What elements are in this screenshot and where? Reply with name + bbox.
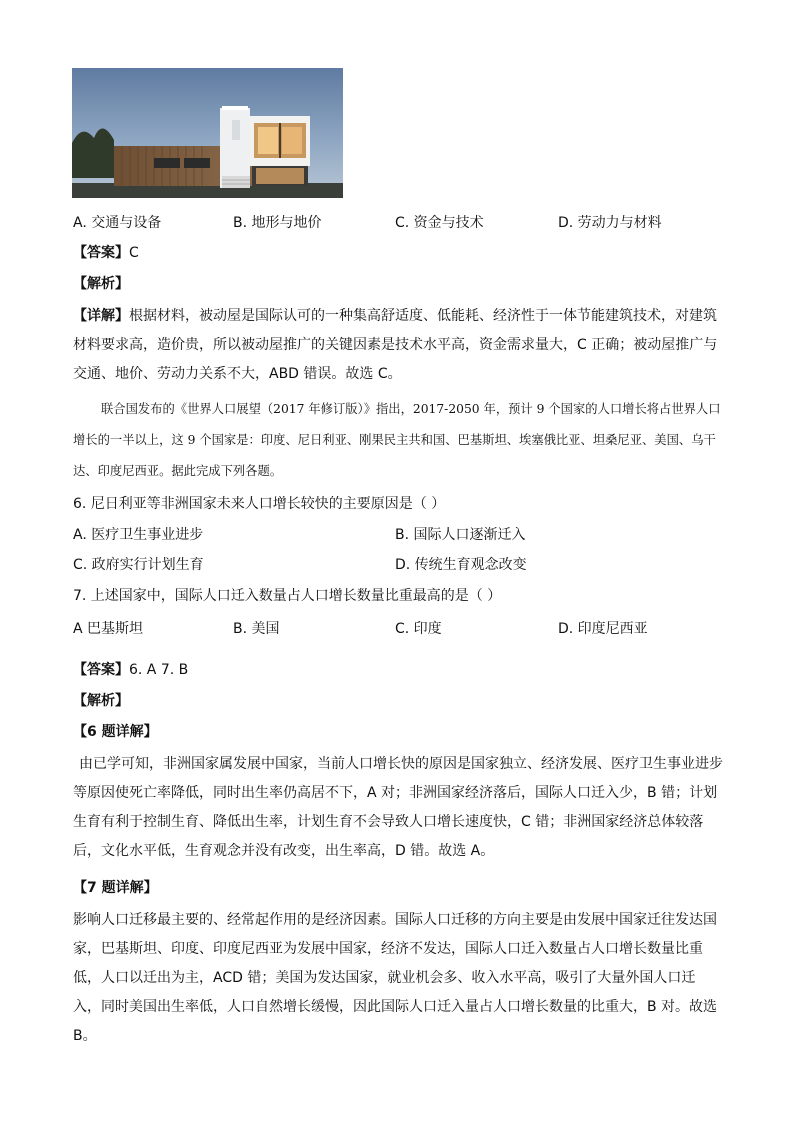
q5-option-d: D. 劳动力与材料: [558, 215, 662, 231]
q7-option-a: A 巴基斯坦: [73, 621, 144, 637]
q67-answer: [73, 660, 188, 680]
q6-option-b: B. 国际人口逐渐迁入: [395, 527, 526, 543]
q7-option-b: B. 美国: [233, 621, 280, 637]
answer-value: C: [129, 245, 139, 261]
q6-option-a: A. 医疗卫生事业进步: [73, 527, 204, 543]
q5-option-c: C. 资金与技术: [395, 215, 484, 231]
q5-option-b: B. 地形与地价: [233, 215, 322, 231]
q6-detail-text: 由已学可知，非洲国家属发展中国家，当前人口增长快的原因是国家独立、经济发展、医疗卫生事业进步等原因使死亡率降低，同时出生率仍高居不下，A 对；非洲国家经济落后，国际人口迁入少，B 错；计划生育有利于控制生育、降低出生率，计划生育不会导致人口增长速度快，C 错；非洲国家经济总体较落后，文化水平低，生育观念并没有改变，出生率高，D 错。故选 A。: [73, 756, 723, 859]
q5-answer: [73, 243, 139, 263]
q6-stem: 6. 尼日利亚等非洲国家未来人口增长较快的主要原因是（ ）: [73, 496, 446, 512]
q5-option-a: A. 交通与设备: [73, 215, 162, 231]
answer-label: 【答案】: [73, 245, 129, 261]
q6-option-c: C. 政府实行计划生育: [73, 557, 204, 573]
q7-option-d: D. 印度尼西亚: [558, 621, 648, 637]
q5-detail: [73, 302, 723, 389]
detail-label: 【详解】: [73, 308, 129, 324]
q7-stem: 7. 上述国家中，国际人口迁入数量占人口增长数量比重最高的是（ ）: [73, 588, 502, 604]
passive-house-photo: [72, 68, 343, 198]
answer-value: 6. A 7. B: [129, 662, 189, 678]
q5-analysis-label: 【解析】: [73, 276, 129, 292]
answer-label: 【答案】: [73, 662, 129, 678]
q7-option-c: C. 印度: [395, 621, 442, 637]
detail-text: 根据材料，被动屋是国际认可的一种集高舒适度、低能耗、经济性于一体节能建筑技术，对建筑材料要求高，造价贵，所以被动屋推广的关键因素是技术水平高，资金需求量大，C 正确；被动屋推广与交通、地价、劳动力关系不大，ABD 错误。故选 C。: [73, 308, 718, 382]
q6-option-d: D. 传统生育观念改变: [395, 557, 527, 573]
q7-detail-text: 影响人口迁移最主要的、经常起作用的是经济因素。国际人口迁移的方向主要是由发展中国家迁往发达国家，巴基斯坦、印度、印度尼西亚为发展中国家，经济不发达，国际人口迁入数量占人口增长数量比重低，人口以迁出为主，ACD 错；美国为发达国家，就业机会多、收入水平高，吸引了大量外国人口迁入，同时美国出生率低，人口自然增长缓慢，因此国际人口迁入量占人口增长数量的比重大，B 对。故选 B。: [73, 912, 718, 1044]
material-intro: 联合国发布的《世界人口展望（2017 年修订版）》指出，2017-2050 年，预计 9 个国家的人口增长将占世界人口增长的一半以上，这 9 个国家是：印度、尼日利亚、刚果民主共和国、巴基斯坦、埃塞俄比亚、坦桑尼亚、美国、乌干达、印度尼西亚。据此完成下列各题。: [73, 402, 721, 478]
q6-detail-label: 【6 题详解】: [73, 724, 158, 740]
q67-analysis-label: 【解析】: [73, 693, 129, 709]
q7-detail-label: 【7 题详解】: [73, 880, 158, 896]
